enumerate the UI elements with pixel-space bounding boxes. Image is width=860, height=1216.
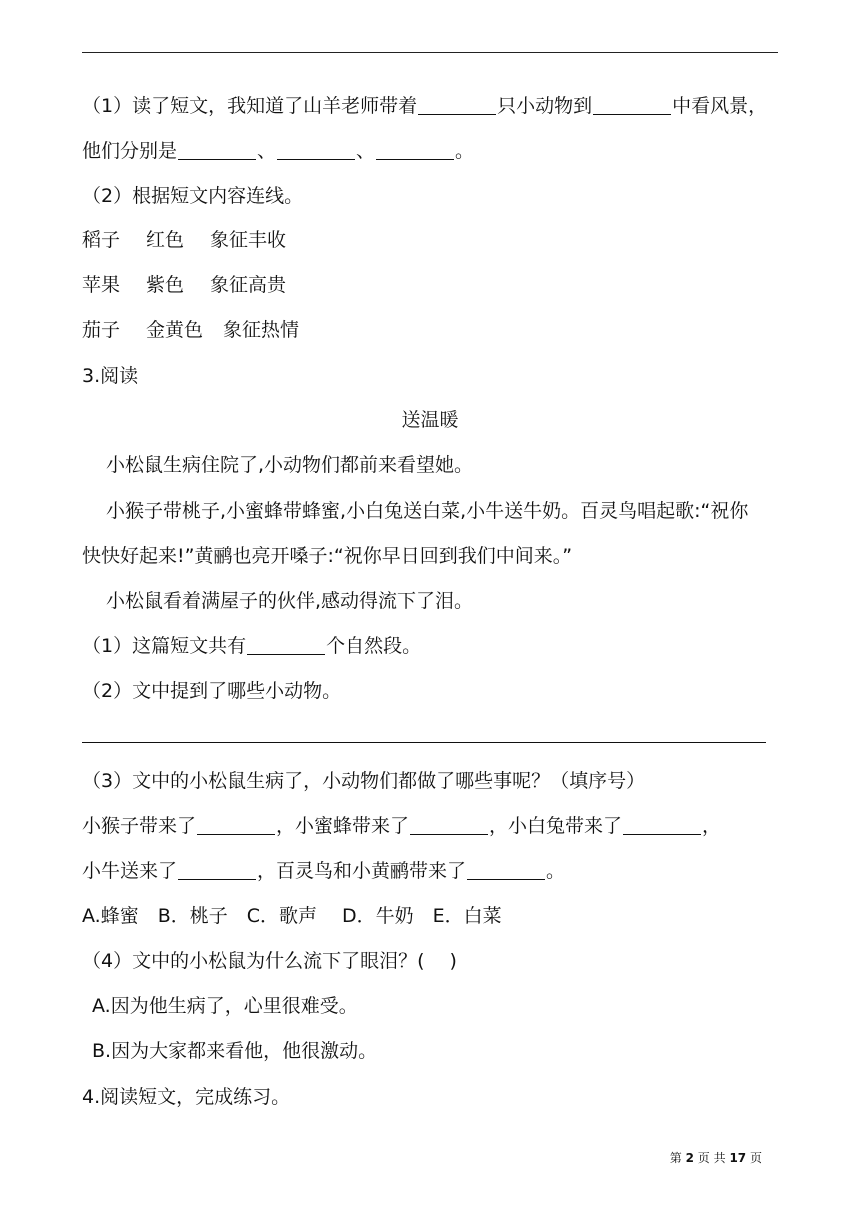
- answer-blank[interactable]: [467, 859, 545, 880]
- q3-sub3-line1: [82, 812, 721, 840]
- separator: 、: [356, 140, 376, 162]
- passage-paragraph-cont: 快快好起来!”黄鹂也亮开嗓子:“祝你早日回到我们中间来。”: [82, 545, 573, 567]
- q3-sub3-text: ，小白兔带来了: [489, 815, 623, 837]
- match-item[interactable]: 象征丰收: [210, 229, 287, 251]
- match-item[interactable]: 象征热情: [223, 319, 300, 341]
- q3-heading: 3.阅读: [82, 365, 139, 387]
- answer-blank[interactable]: [410, 814, 488, 835]
- answer-blank[interactable]: [593, 94, 671, 115]
- q2-sub1-line1: [82, 92, 767, 120]
- answer-blank[interactable]: [418, 94, 496, 115]
- passage-paragraph: 小松鼠生病住院了,小动物们都前来看望她。: [106, 454, 474, 476]
- q2-sub1-text-d: 他们分别是: [82, 140, 178, 162]
- q2-sub1-text-c: 中看风景，: [672, 95, 768, 117]
- answer-blank[interactable]: [247, 634, 325, 655]
- q3-sub3-line2: [82, 857, 565, 885]
- match-item[interactable]: 象征高贵: [210, 274, 287, 296]
- total-pages: 17: [729, 1151, 747, 1165]
- q3-sub3: （3）文中的小松鼠生病了，小动物们都做了哪些事呢？（填序号）: [82, 770, 646, 792]
- footer-text: 页 共: [697, 1151, 726, 1165]
- answer-blank[interactable]: [376, 139, 454, 160]
- q3-sub3-text: ，: [702, 815, 722, 837]
- match-item[interactable]: 紫色: [146, 274, 185, 296]
- q3-sub3-text: ，百灵鸟和小黄鹂带来了: [257, 860, 467, 882]
- page-number: 2: [685, 1151, 694, 1165]
- match-item[interactable]: 苹果: [82, 274, 121, 296]
- match-item[interactable]: 茄子: [82, 319, 121, 341]
- header-rule: [82, 52, 778, 53]
- q2-sub1-text-a: （1）读了短文，我知道了山羊老师带着: [82, 95, 418, 117]
- q3-sub3-text: ，小蜜蜂带来了: [276, 815, 410, 837]
- answer-blank[interactable]: [623, 814, 701, 835]
- answer-blank[interactable]: [178, 139, 256, 160]
- q3-sub3-text: 小牛送来了: [82, 860, 178, 882]
- q2-sub2: （2）根据短文内容连线。: [82, 185, 304, 207]
- choice-b[interactable]: B.因为大家都来看他，他很激动。: [92, 1040, 378, 1062]
- q3-sub1: [82, 632, 421, 660]
- q3-sub3-text: 小猴子带来了: [82, 815, 197, 837]
- match-item[interactable]: 红色: [146, 229, 185, 251]
- match-item[interactable]: 金黄色: [146, 319, 204, 341]
- period: 。: [455, 140, 475, 162]
- passage-title: 送温暖: [401, 409, 459, 431]
- separator: 、: [257, 140, 277, 162]
- match-row: [82, 271, 286, 299]
- match-row: [82, 316, 299, 344]
- answer-blank[interactable]: [178, 859, 256, 880]
- q3-options: A.蜂蜜 B．桃子 C．歌声 D．牛奶 E．白菜: [82, 905, 502, 927]
- q3-sub4: （4）文中的小松鼠为什么流下了眼泪？( ): [82, 950, 457, 972]
- page-footer: [670, 1150, 762, 1166]
- q3-sub1-text-a: （1）这篇短文共有: [82, 635, 247, 657]
- choice-a[interactable]: A.因为他生病了，心里很难受。: [92, 995, 358, 1017]
- passage-paragraph: 小松鼠看着满屋子的伙伴,感动得流下了泪。: [106, 590, 474, 612]
- answer-blank[interactable]: [197, 814, 275, 835]
- footer-text: 第: [669, 1151, 682, 1165]
- match-item[interactable]: 稻子: [82, 229, 121, 251]
- q3-sub3-text: 。: [546, 860, 566, 882]
- q2-sub1-line2: [82, 137, 474, 165]
- answer-blank[interactable]: [277, 139, 355, 160]
- q3-sub2: （2）文中提到了哪些小动物。: [82, 680, 342, 702]
- long-answer-line[interactable]: [82, 742, 766, 743]
- q2-sub1-text-b: 只小动物到: [497, 95, 593, 117]
- passage-paragraph: 小猴子带桃子,小蜜蜂带蜂蜜,小白兔送白菜,小牛送牛奶。百灵鸟唱起歌:“祝你: [106, 500, 749, 522]
- footer-text: 页: [749, 1151, 762, 1165]
- q3-sub1-text-b: 个自然段。: [326, 635, 422, 657]
- match-row: [82, 226, 286, 254]
- q4-heading: 4.阅读短文，完成练习。: [82, 1086, 291, 1108]
